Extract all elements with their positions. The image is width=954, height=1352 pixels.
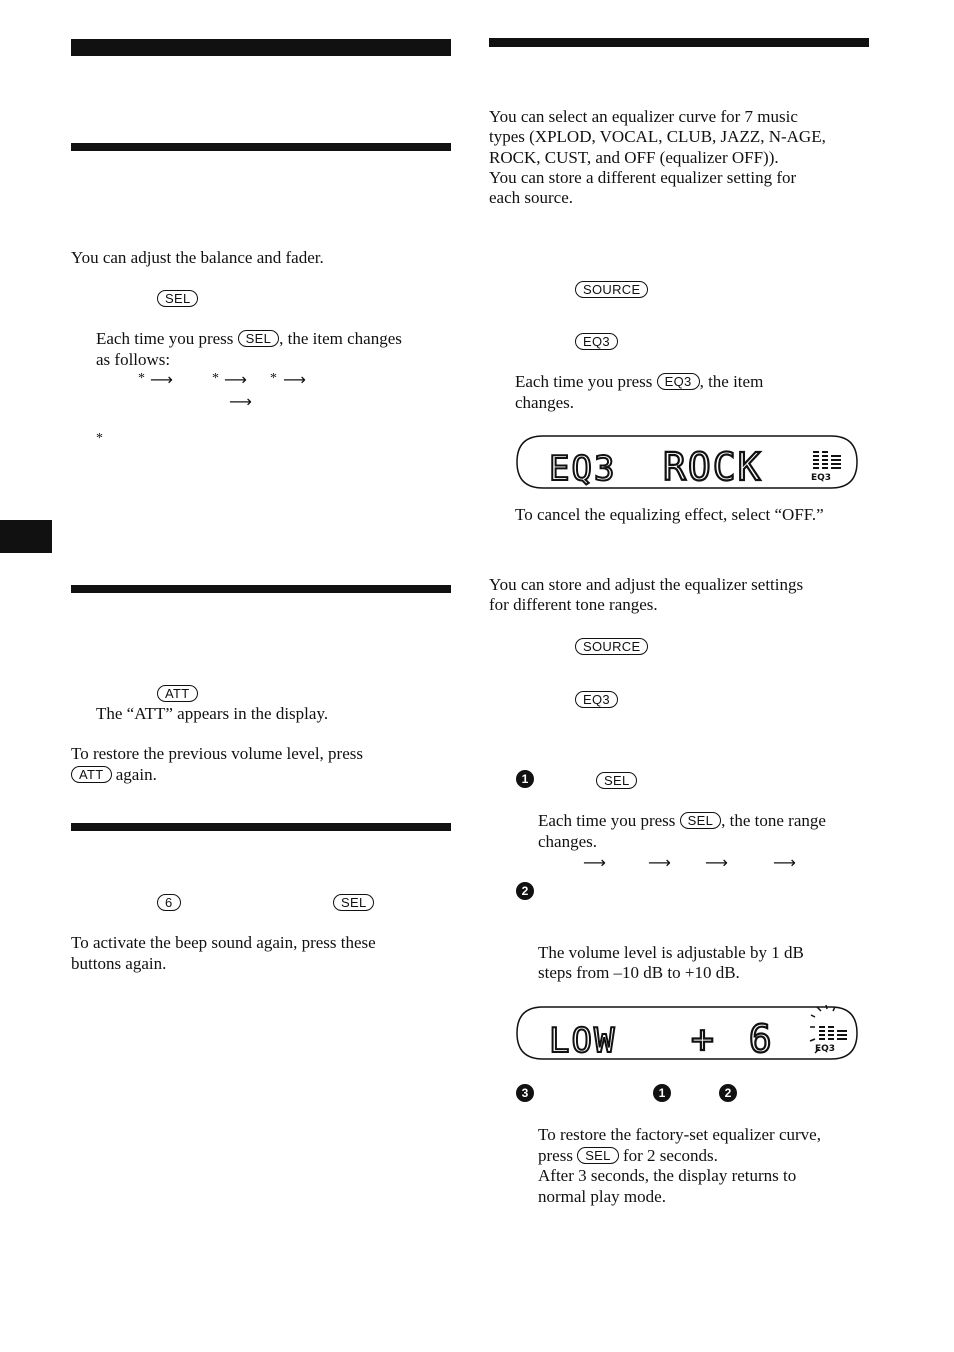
att-button-ref	[157, 684, 198, 704]
eq-changes: changes.	[515, 393, 575, 412]
asterisk-mark: *	[212, 371, 219, 386]
section-rule-eq	[489, 38, 869, 47]
eq-intro-2: types (XPLOD, VOCAL, CLUB, JAZZ, N-AGE,	[489, 127, 826, 146]
lcd-badge: EQ3	[815, 1044, 836, 1054]
volume-line2: steps from –10 dB to +10 dB.	[538, 963, 740, 982]
eq3-button-inline: EQ3	[657, 373, 700, 390]
arrow-right-icon: ⟶	[648, 853, 671, 872]
eq-intro-5: each source.	[489, 188, 574, 207]
page-side-tab	[0, 520, 52, 553]
section-rule-top-left	[71, 39, 451, 56]
source-button-ref	[575, 280, 648, 300]
sel-button-ref	[157, 289, 198, 309]
sel-button-inline: SEL	[577, 1147, 618, 1164]
lcd-text-right: + 6	[691, 1017, 778, 1061]
lcd-badge: EQ3	[811, 473, 832, 483]
arrow-right-icon: ⟶	[283, 370, 306, 389]
restore-volume-line1: To restore the previous volume level, press	[71, 744, 363, 763]
sel-button-ref-step1	[596, 771, 637, 791]
eq-each-time-prefix: Each time you press	[515, 372, 653, 391]
sel-button-label: SEL	[333, 894, 374, 911]
section-rule-attenuate	[71, 585, 451, 593]
eq-intro-1: You can select an equalizer curve for 7 music	[489, 107, 798, 126]
eq3-button-label: EQ3	[575, 691, 618, 708]
source-button-ref-2	[575, 637, 648, 657]
tone-each-time-line	[538, 811, 826, 832]
footnote-asterisk: *	[96, 431, 103, 446]
eq-intro-3: ROCK, CUST, and OFF (equalizer OFF)).	[489, 148, 779, 167]
restore-eq-line1: To restore the factory-set equalizer curve,	[538, 1125, 821, 1144]
source-button-label: SOURCE	[575, 638, 648, 655]
asterisk-mark: *	[138, 371, 145, 386]
sel-button-inline: SEL	[238, 330, 279, 347]
six-button-label: 6	[157, 894, 181, 911]
eq-each-time-suffix: , the item	[699, 372, 764, 391]
sel-button-inline: SEL	[680, 812, 721, 829]
tone-suffix: , the tone range	[721, 811, 826, 830]
sel-button-label: SEL	[596, 772, 637, 789]
att-button-label: ATT	[157, 685, 198, 702]
each-time-line	[96, 329, 402, 350]
beep-line2: buttons again.	[71, 954, 167, 973]
store-intro-2: for different tone ranges.	[489, 595, 658, 614]
arrow-right-icon: ⟶	[583, 853, 606, 872]
step-3-badge: 3	[516, 1084, 534, 1102]
cancel-text: To cancel the equalizing effect, select “OFF.”	[515, 505, 824, 524]
six-button-ref	[157, 893, 181, 913]
step-1-badge: 1	[516, 770, 534, 788]
lcd-text-right: ROCK	[663, 445, 763, 489]
asterisk-mark: *	[270, 371, 277, 386]
arrow-right-icon: ⟶	[150, 370, 173, 389]
att-button-inline: ATT	[71, 766, 112, 783]
source-button-label: SOURCE	[575, 281, 648, 298]
eq3-button-label: EQ3	[575, 333, 618, 350]
tone-changes: changes.	[538, 832, 598, 851]
equalizer-bars-icon	[813, 452, 841, 468]
arrow-right-icon: ⟶	[224, 370, 247, 389]
lcd-display-eq3-rock	[515, 434, 859, 490]
step-1-ref-badge: 1	[653, 1084, 671, 1102]
eq3-button-ref	[575, 332, 618, 352]
each-time-prefix: Each time you press	[96, 329, 234, 348]
lcd-text-left: EQ3	[549, 449, 617, 489]
section-rule-beep	[71, 823, 451, 831]
restore-for: for 2 seconds.	[622, 1146, 718, 1165]
att-appears: The “ATT” appears in the display.	[96, 704, 329, 723]
after-line1: After 3 seconds, the display returns to	[538, 1166, 797, 1185]
tone-each-time-prefix: Each time you press	[538, 811, 676, 830]
arrow-right-icon: ⟶	[229, 392, 252, 411]
balance-intro: You can adjust the balance and fader.	[71, 248, 324, 267]
sel-button-ref-beep	[333, 893, 374, 913]
restore-again: again.	[115, 765, 157, 784]
restore-volume-line2	[71, 765, 157, 786]
step-2-badge: 2	[516, 882, 534, 900]
arrow-right-icon: ⟶	[705, 853, 728, 872]
eq-each-time-line	[515, 372, 763, 393]
lcd-text-left: LOW	[549, 1021, 617, 1061]
lcd-display-low-6	[515, 1005, 859, 1061]
sel-button-label: SEL	[157, 290, 198, 307]
beep-line1: To activate the beep sound again, press these	[71, 933, 376, 952]
restore-press: press	[538, 1146, 573, 1165]
eq3-button-ref-2	[575, 690, 618, 710]
after-line2: normal play mode.	[538, 1187, 666, 1206]
restore-eq-line2	[538, 1146, 718, 1167]
eq-intro-4: You can store a different equalizer setting for	[489, 168, 797, 187]
as-follows: as follows:	[96, 350, 171, 369]
store-intro-1: You can store and adjust the equalizer settings	[489, 575, 804, 594]
equalizer-bars-icon	[819, 1027, 847, 1039]
volume-line1: The volume level is adjustable by 1 dB	[538, 943, 804, 962]
step-2-ref-badge: 2	[719, 1084, 737, 1102]
section-rule-balance	[71, 143, 451, 151]
each-time-suffix: , the item changes	[279, 329, 402, 348]
arrow-right-icon: ⟶	[773, 853, 796, 872]
